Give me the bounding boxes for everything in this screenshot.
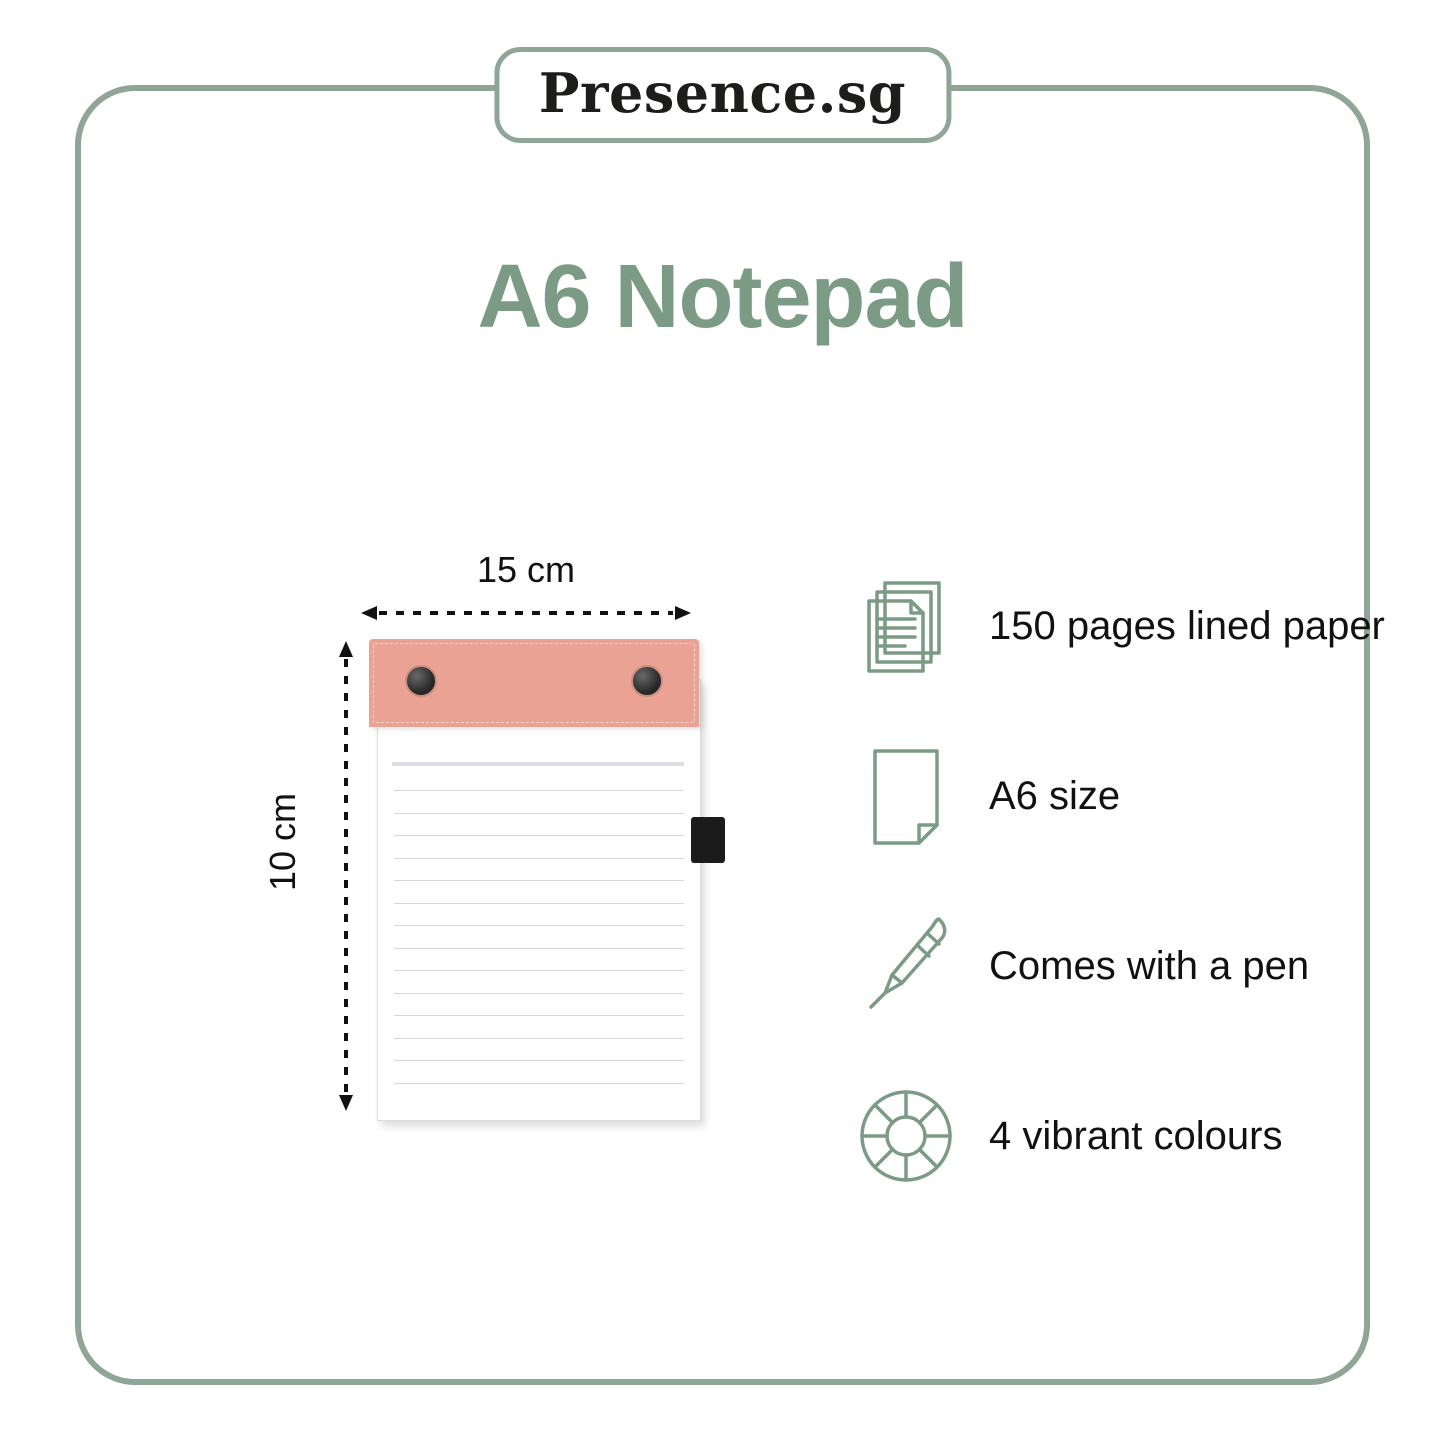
snap-button-right [631, 665, 663, 697]
feature-label: 4 vibrant colours [989, 1114, 1283, 1158]
feature-item [841, 541, 1401, 711]
notepad-top-rule [392, 762, 684, 766]
colour-wheel-icon [841, 1076, 971, 1196]
feature-item [841, 711, 1401, 881]
page-title: A6 Notepad [477, 247, 968, 347]
pen-loop [691, 817, 725, 863]
product-illustration-area [251, 521, 771, 1161]
notepad-paper [377, 679, 701, 1121]
notepad-cover-band [369, 639, 699, 727]
feature-item [841, 881, 1401, 1051]
snap-button-left [405, 665, 437, 697]
height-dimension-arrow [339, 641, 353, 1111]
feature-label: A6 size [989, 774, 1121, 818]
width-dimension-label: 15 cm [476, 549, 576, 590]
pen-icon [841, 906, 971, 1026]
brand-name: Presence.sg [538, 61, 907, 125]
notepad-lines [394, 790, 684, 1110]
feature-list [841, 541, 1401, 1221]
width-dimension-arrow [361, 606, 691, 620]
height-dimension-label: 10 cm [262, 792, 303, 892]
feature-label: Comes with a pen [989, 944, 1310, 988]
single-page-icon [841, 736, 971, 856]
stacked-pages-icon [841, 566, 971, 686]
brand-badge [494, 47, 951, 143]
feature-label: 150 pages lined paper [989, 604, 1385, 648]
product-info-card [75, 85, 1385, 1385]
feature-item [841, 1051, 1401, 1221]
notepad-illustration [369, 639, 699, 1119]
